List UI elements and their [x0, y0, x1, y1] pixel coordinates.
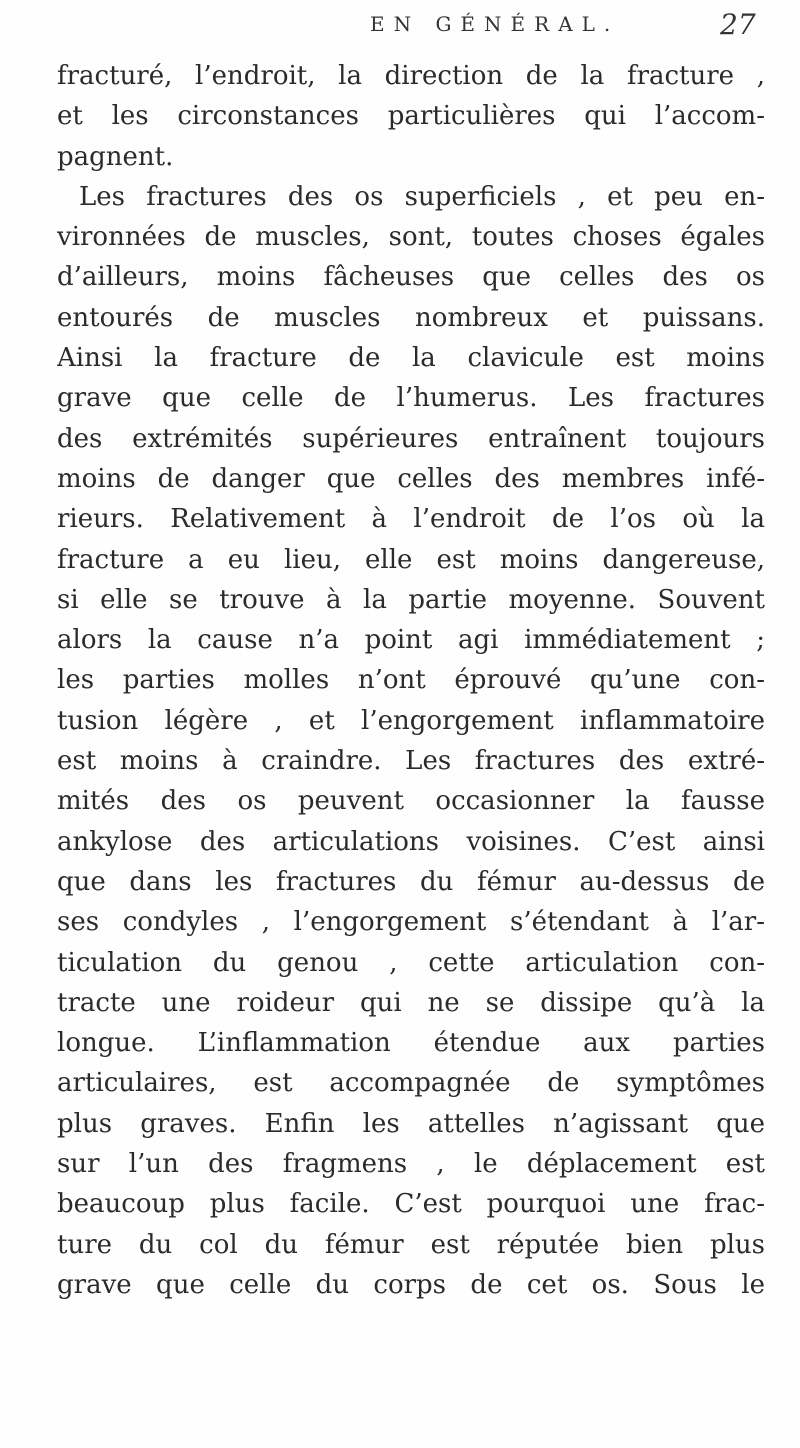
- text-line: ankylose des articulations voisines. C’est ainsi: [57, 826, 765, 857]
- text-line: ture du col du fémur est réputée bien plus: [57, 1229, 765, 1260]
- text-line: ticulation du genou , cette articulation con-: [57, 947, 765, 978]
- text-line: si elle se trouve à la partie moyenne. Souvent: [57, 584, 765, 615]
- text-line: d’ailleurs, moins fâcheuses que celles des os: [57, 262, 765, 293]
- body-text: [57, 56, 765, 1305]
- text-line: moins de danger que celles des membres infé-: [57, 463, 765, 494]
- text-line: rieurs. Relativement à l’endroit de l’os où la: [57, 504, 765, 535]
- text-line: tracte une roideur qui ne se dissipe qu’à la: [57, 987, 765, 1018]
- text-line: pagnent.: [57, 141, 174, 172]
- text-line: ses condyles , l’engorgement s’étendant à l’ar-: [57, 907, 765, 938]
- text-line: tusion légère , et l’engorgement inflammatoire: [57, 705, 765, 736]
- text-line: mités des os peuvent occasionner la fausse: [57, 786, 765, 817]
- page-number: 27: [720, 8, 756, 41]
- text-line: entourés de muscles nombreux et puissans.: [57, 302, 765, 333]
- text-line: les parties molles n’ont éprouvé qu’une con-: [57, 665, 765, 696]
- text-line: grave que celle de l’humerus. Les fractures: [57, 383, 765, 414]
- text-line: grave que celle du corps de cet os. Sous le: [57, 1269, 765, 1300]
- text-line: et les circonstances particulières qui l’accom-: [57, 101, 765, 132]
- text-line: vironnées de muscles, sont, toutes choses égales: [57, 222, 765, 253]
- text-line: plus graves. Enfin les attelles n’agissant que: [57, 1108, 765, 1139]
- text-line: est moins à craindre. Les fractures des extré-: [57, 746, 765, 777]
- text-line: beaucoup plus facile. C’est pourquoi une frac-: [57, 1189, 765, 1220]
- text-line: sur l’un des fragmens , le déplacement est: [57, 1149, 765, 1180]
- text-line: Les fractures des os superficiels , et peu en-: [79, 181, 765, 212]
- text-line: que dans les fractures du fémur au-dessus de: [57, 866, 765, 897]
- page-header: [0, 6, 800, 50]
- text-line: fracture a eu lieu, elle est moins dangereuse,: [57, 544, 765, 575]
- text-line: fracturé, l’endroit, la direction de la fracture ,: [57, 61, 765, 91]
- running-head: EN GÉNÉRAL.: [370, 12, 620, 36]
- text-line: alors la cause n’a point agi immédiatement ;: [57, 625, 765, 656]
- text-line: longue. L’inflammation étendue aux parties: [57, 1028, 765, 1059]
- text-line: des extrémités supérieures entraînent toujours: [57, 423, 765, 454]
- text-line: articulaires, est accompagnée de symptômes: [57, 1068, 765, 1099]
- text-line: Ainsi la fracture de la clavicule est moins: [57, 343, 765, 374]
